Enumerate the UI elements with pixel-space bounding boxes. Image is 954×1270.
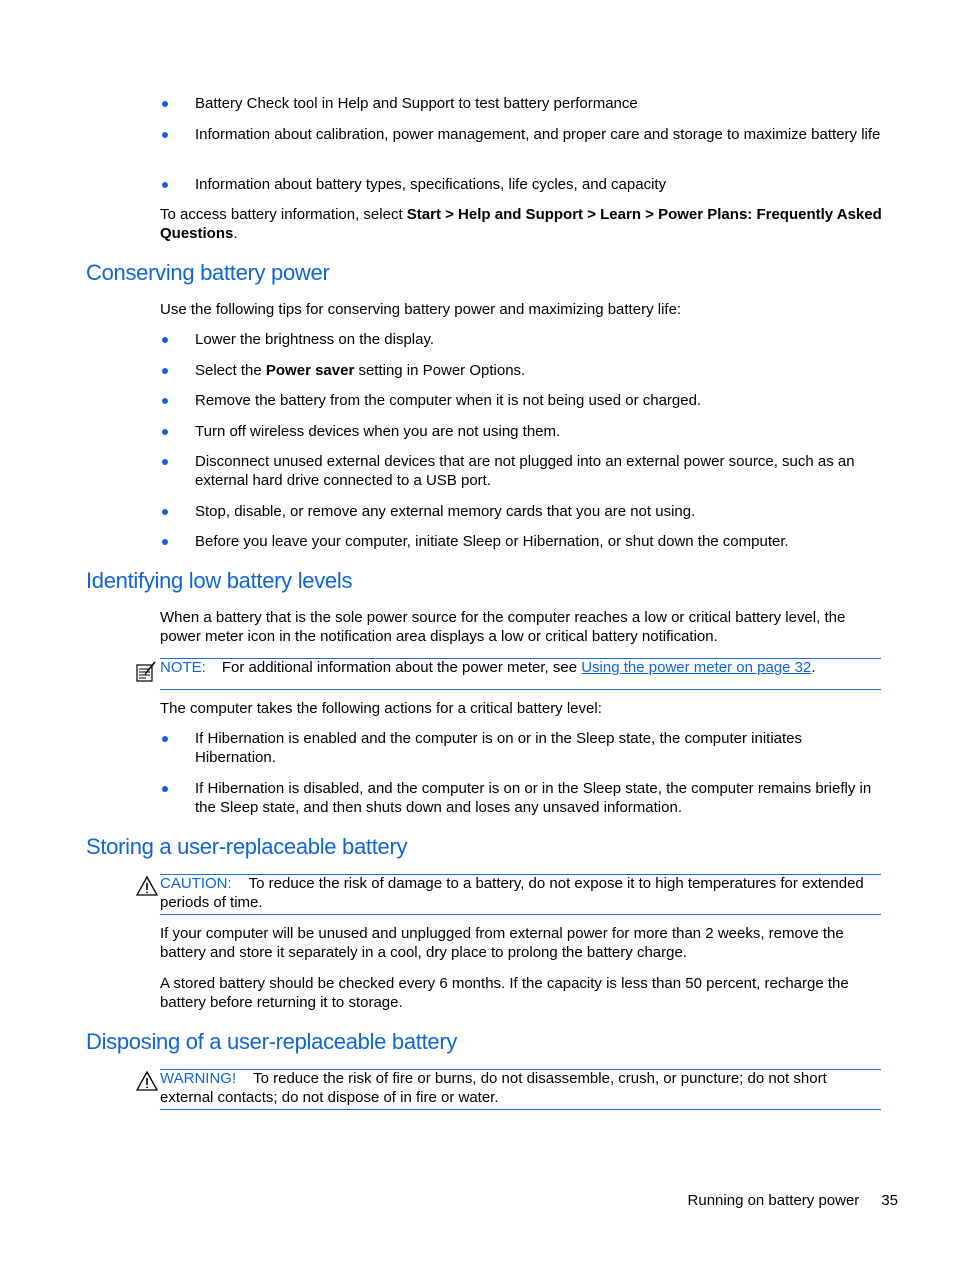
access-prefix: To access battery information, select xyxy=(160,206,407,223)
bullet-icon xyxy=(162,337,168,343)
access-paragraph xyxy=(160,205,882,243)
caution-bottom-rule xyxy=(160,914,881,915)
list-item: Turn off wireless devices when you are not using them. xyxy=(195,423,561,440)
list-item: Lower the brightness on the display. xyxy=(195,331,435,348)
note-block xyxy=(160,658,882,677)
note-text: For additional information about the power meter, see xyxy=(221,659,582,676)
list-item: If Hibernation is enabled and the computer is on or in the Sleep state, the computer initiates Hibernation. xyxy=(195,730,803,766)
power-meter-link[interactable]: Using the power meter on page 32 xyxy=(581,659,812,676)
storing-paragraph-1: If your computer will be unused and unplugged from external power for more than 2 weeks, remove the battery and store it separately in a cool, dry place to prolong the battery charge. xyxy=(160,925,844,961)
footer-section: Running on battery power xyxy=(687,1192,860,1209)
bullet-icon xyxy=(162,398,168,404)
disposing-heading: Disposing of a user-replaceable battery xyxy=(86,1029,458,1054)
list-item: Disconnect unused external devices that are not plugged into an external power source, such as an external hard drive connected to a USB port. xyxy=(195,453,855,489)
list-item: Before you leave your computer, initiate Sleep or Hibernation, or shut down the computer. xyxy=(195,533,789,550)
bullet-icon xyxy=(162,368,168,374)
list-item: Remove the battery from the computer when it is not being used or charged. xyxy=(195,392,702,409)
bullet-icon xyxy=(162,132,168,138)
warning-bottom-rule xyxy=(160,1109,881,1110)
page-footer xyxy=(600,1191,898,1210)
note-suffix: . xyxy=(811,659,816,676)
note-label: NOTE: xyxy=(160,659,206,676)
bullet-icon xyxy=(162,539,168,545)
identifying-heading: Identifying low battery levels xyxy=(86,568,353,593)
list-item xyxy=(195,361,885,380)
list-item: Information about calibration, power management, and proper care and storage to maximize battery life xyxy=(195,126,881,143)
access-path: Start > Help and Support > Learn > Power Plans: Frequently Asked Questions xyxy=(160,206,882,242)
bullet-icon xyxy=(162,786,168,792)
bullet-icon xyxy=(162,101,168,107)
note-icon xyxy=(134,660,158,684)
bullet-icon xyxy=(162,182,168,188)
storing-paragraph-2: A stored battery should be checked every 6 months. If the capacity is less than 50 percent, recharge the battery before returning it to storage. xyxy=(160,975,849,1011)
conserving-intro: Use the following tips for conserving battery power and maximizing battery life: xyxy=(160,301,682,318)
warning-block xyxy=(160,1069,882,1107)
bullet-icon xyxy=(162,459,168,465)
caution-label: CAUTION: xyxy=(160,875,232,892)
warning-icon xyxy=(135,1070,159,1092)
bullet-icon xyxy=(162,736,168,742)
caution-icon xyxy=(135,875,159,897)
list-item-post: setting in Power Options. xyxy=(354,362,526,379)
list-item: If Hibernation is disabled, and the computer is on or in the Sleep state, the computer remains briefly in the Sleep state, and then shuts down and loses any unsaved information. xyxy=(195,780,872,816)
caution-text: To reduce the risk of damage to a battery, do not expose it to high temperatures for extended periods of time. xyxy=(160,875,864,911)
power-saver-label: Power saver xyxy=(265,362,355,379)
list-item: Battery Check tool in Help and Support to test battery performance xyxy=(195,95,638,112)
actions-intro: The computer takes the following actions for a critical battery level: xyxy=(160,700,602,717)
list-item-pre: Select the xyxy=(195,362,266,379)
identifying-intro: When a battery that is the sole power source for the computer reaches a low or critical battery level, the power meter icon in the notification area displays a low or critical battery notification. xyxy=(160,609,846,645)
bullet-icon xyxy=(162,509,168,515)
storing-heading: Storing a user-replaceable battery xyxy=(86,834,408,859)
caution-block xyxy=(160,874,882,912)
access-suffix: . xyxy=(233,225,238,242)
warning-label: WARNING! xyxy=(160,1070,237,1087)
conserving-heading: Conserving battery power xyxy=(86,260,330,285)
list-item: Stop, disable, or remove any external memory cards that you are not using. xyxy=(195,503,696,520)
page-number: 35 xyxy=(881,1192,898,1209)
warning-text: To reduce the risk of fire or burns, do not disassemble, crush, or puncture; do not short external contacts; do not dispose of in fire or water. xyxy=(160,1070,827,1106)
bullet-icon xyxy=(162,429,168,435)
list-item: Information about battery types, specifications, life cycles, and capacity xyxy=(195,176,667,193)
note-bottom-rule xyxy=(160,689,881,690)
